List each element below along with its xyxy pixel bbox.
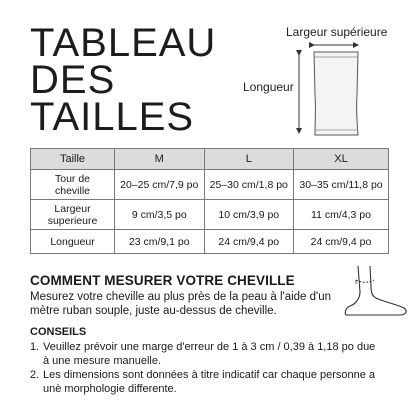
sleeve-shape	[314, 52, 358, 135]
header-l: L	[204, 149, 294, 170]
table-row	[31, 230, 389, 254]
header-m: M	[115, 149, 205, 170]
ankle-sleeve-icon	[290, 35, 400, 145]
table-row	[31, 170, 389, 200]
list-item	[30, 369, 380, 396]
list-item	[30, 341, 380, 368]
page-title	[30, 21, 217, 139]
upper-width-label: Largeur supérieure	[286, 25, 388, 39]
table-cell: 9 cm/3,5 po	[115, 200, 205, 230]
table-cell: 10 cm/3,9 po	[204, 200, 294, 230]
header-size: Taille	[31, 149, 115, 170]
how-to-measure-title: COMMENT MESURER VOTRE CHEVILLE	[30, 273, 295, 288]
table-cell: 24 cm/9,4 po	[204, 230, 294, 254]
table-cell: 25–30 cm/1,8 po	[204, 170, 294, 200]
header-xl: XL	[294, 149, 389, 170]
table-cell: 11 cm/4,3 po	[294, 200, 389, 230]
table-header-row	[31, 149, 389, 170]
table-row	[31, 200, 389, 230]
tips-title: CONSEILS	[30, 326, 87, 338]
tips-list	[30, 341, 380, 397]
title-line-1: TABLEAU	[30, 21, 217, 65]
foot-measure-icon	[338, 262, 410, 320]
tip-number: 2.	[30, 369, 40, 381]
length-label: Longueur	[243, 80, 294, 94]
tip-text: Veuillez prévoir une marge d'erreur de 1 à 3 cm / 0,39 à 1,18 po due à une mesure manuelle.	[43, 341, 376, 367]
table-cell: 23 cm/9,1 po	[115, 230, 205, 254]
row-label-width: Largeur superieure	[31, 200, 115, 230]
table-cell: 24 cm/9,4 po	[294, 230, 389, 254]
title-line-3: TAILLES	[30, 95, 195, 139]
table-cell: 30–35 cm/11,8 po	[294, 170, 389, 200]
title-line-2: DES	[30, 58, 116, 102]
how-to-measure-text: Mesurez votre cheville au plus près de la peau à l'aide d'un mètre ruban souple, juste au-dessus de cheville.	[30, 291, 332, 317]
row-label-length: Longueur	[31, 230, 115, 254]
size-table	[30, 148, 389, 254]
tip-number: 1.	[30, 341, 40, 353]
table-cell: 20–25 cm/7,9 po	[115, 170, 205, 200]
tip-text: Les dimensions sont données à titre indicatif car chaque personne a unè morphologie differente.	[43, 369, 376, 395]
row-label-ankle: Tour de cheville	[31, 170, 115, 200]
